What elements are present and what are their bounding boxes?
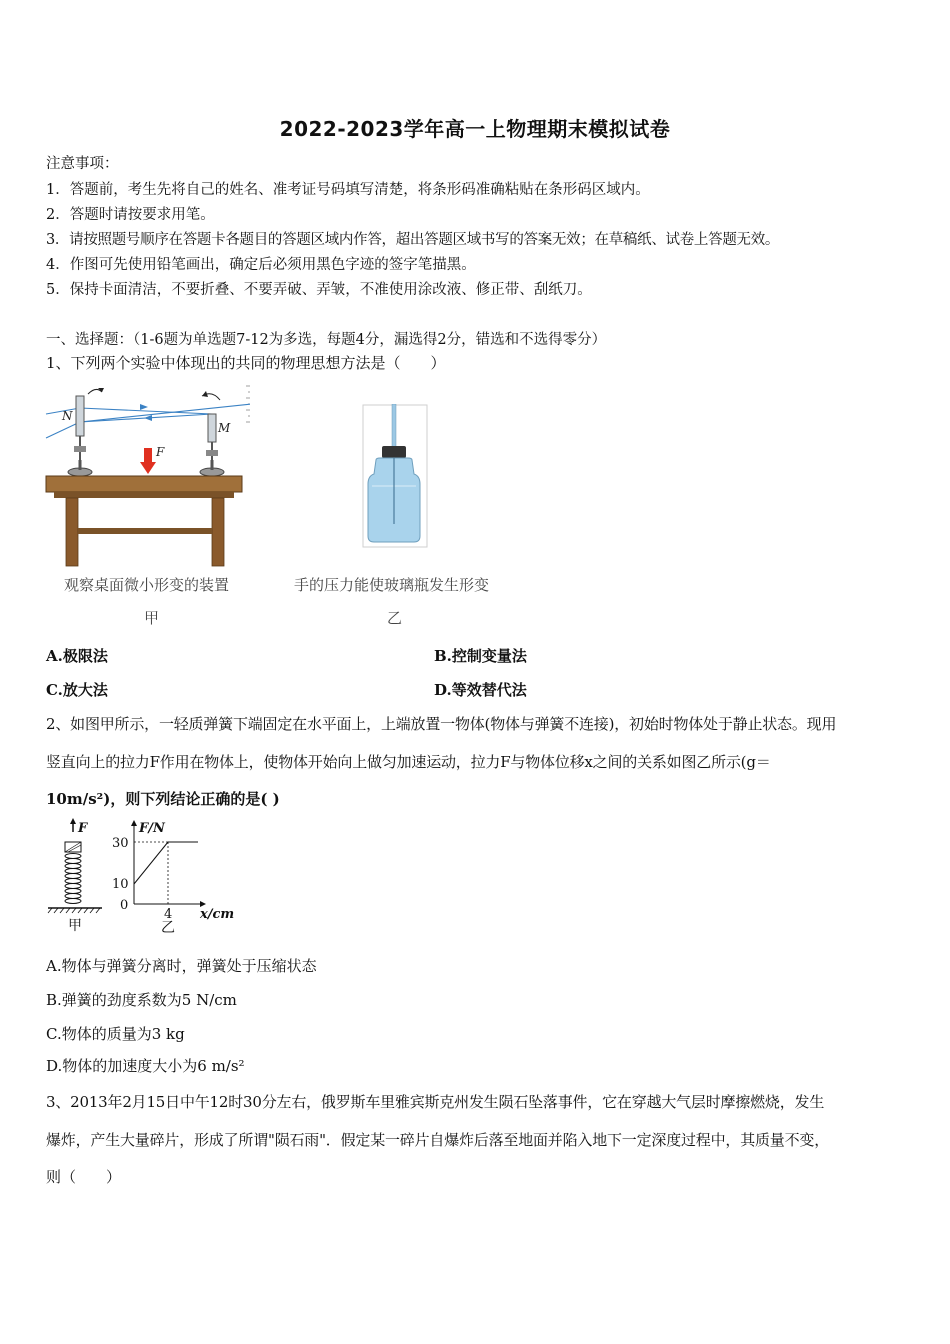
q1-option-b[interactable]: B.控制变量法: [434, 647, 527, 665]
q1-option-d[interactable]: D.等效替代法: [434, 681, 527, 699]
mirror-n-label: N: [62, 409, 73, 423]
question-2-line: 2、如图甲所示，一轻质弹簧下端固定在水平面上，上端放置一物体(物体与弹簧不连接)，初始时物体处于静止状态。现用: [46, 715, 837, 733]
notice-item: 2．答题时请按要求用笔。: [46, 207, 215, 223]
question-3-line: 爆炸，产生大量碎片，形成了所谓"陨石雨"．假定某一碎片自爆炸后落至地面并陷入地下一定深度过程中，其质量不变，: [46, 1131, 830, 1149]
q1-option-c[interactable]: C.放大法: [46, 681, 108, 699]
notice-heading: 注意事项：: [46, 156, 119, 172]
figure-b-caption: 手的压力能使玻璃瓶发生形变: [294, 576, 490, 594]
table-mirror-figure: [44, 378, 250, 570]
graph-ytick-30: 30: [112, 836, 129, 851]
graph-xlabel: x/cm: [200, 907, 235, 922]
force-f-label: F: [156, 445, 165, 459]
graph-ytick-0: 0: [120, 898, 129, 913]
figure-b-sublabel: 乙: [387, 609, 403, 627]
q2-option-b[interactable]: B.弹簧的劲度系数为5 N/cm: [46, 991, 237, 1009]
question-2-line: 竖直向上的拉力F作用在物体上，使物体开始向上做匀加速运动，拉力F与物体位移x之间的关系如图乙所示(g＝: [46, 753, 771, 771]
section-heading: 一、选择题：（1-6题为单选题7-12为多选，每题4分，漏选得2分，错选和不选得零分）: [46, 332, 607, 348]
question-3-line: 3、2013年2月15日中午12时30分左右，俄罗斯车里雅宾斯克州发生陨石坠落事件，它在穿越大气层时摩擦燃烧，发生: [46, 1093, 825, 1111]
graph-sublabel: 乙: [161, 920, 175, 934]
question-3-line: 则（ ）: [46, 1168, 122, 1186]
notice-item: 4．作图可先使用铅笔画出，确定后必须用黑色字迹的签字笔描黑。: [46, 257, 476, 273]
notice-item: 3．请按照题号顺序在答题卡各题目的答题区域内作答，超出答题区域书写的答案无效；在草稿纸、试卷上答题无效。: [46, 232, 780, 248]
spring-graph-figure: [44, 818, 240, 934]
graph-xtick-4: 4: [164, 907, 173, 922]
question-2-line: 10m/s²)，则下列结论正确的是( ): [46, 790, 280, 808]
spring-sublabel: 甲: [68, 918, 82, 934]
graph-ytick-10: 10: [112, 877, 129, 892]
graph-ylabel: F/N: [139, 821, 165, 836]
glass-bottle-figure: [362, 404, 428, 548]
mirror-m-label: M: [218, 421, 231, 435]
figure-a-sublabel: 甲: [144, 609, 160, 627]
q2-option-d[interactable]: D.物体的加速度大小为6 m/s²: [46, 1057, 245, 1075]
question-1-stem: 1、下列两个实验中体现出的共同的物理思想方法是（ ）: [46, 354, 446, 372]
q1-option-a[interactable]: A.极限法: [46, 647, 108, 665]
spring-force-label: F: [78, 821, 88, 836]
figure-a-caption: 观察桌面微小形变的装置: [64, 576, 230, 594]
q2-option-a[interactable]: A.物体与弹簧分离时，弹簧处于压缩状态: [46, 957, 317, 975]
notice-item: 5．保持卡面清洁，不要折叠、不要弄破、弄皱，不准使用涂改液、修正带、刮纸刀。: [46, 282, 592, 298]
notice-item: 1．答题前，考生先将自己的姓名、准考证号码填写清楚，将条形码准确粘贴在条形码区域内。: [46, 182, 650, 198]
page-title: 2022-2023学年高一上物理期末模拟试卷: [279, 117, 671, 141]
q2-option-c[interactable]: C.物体的质量为3 kg: [46, 1025, 185, 1043]
